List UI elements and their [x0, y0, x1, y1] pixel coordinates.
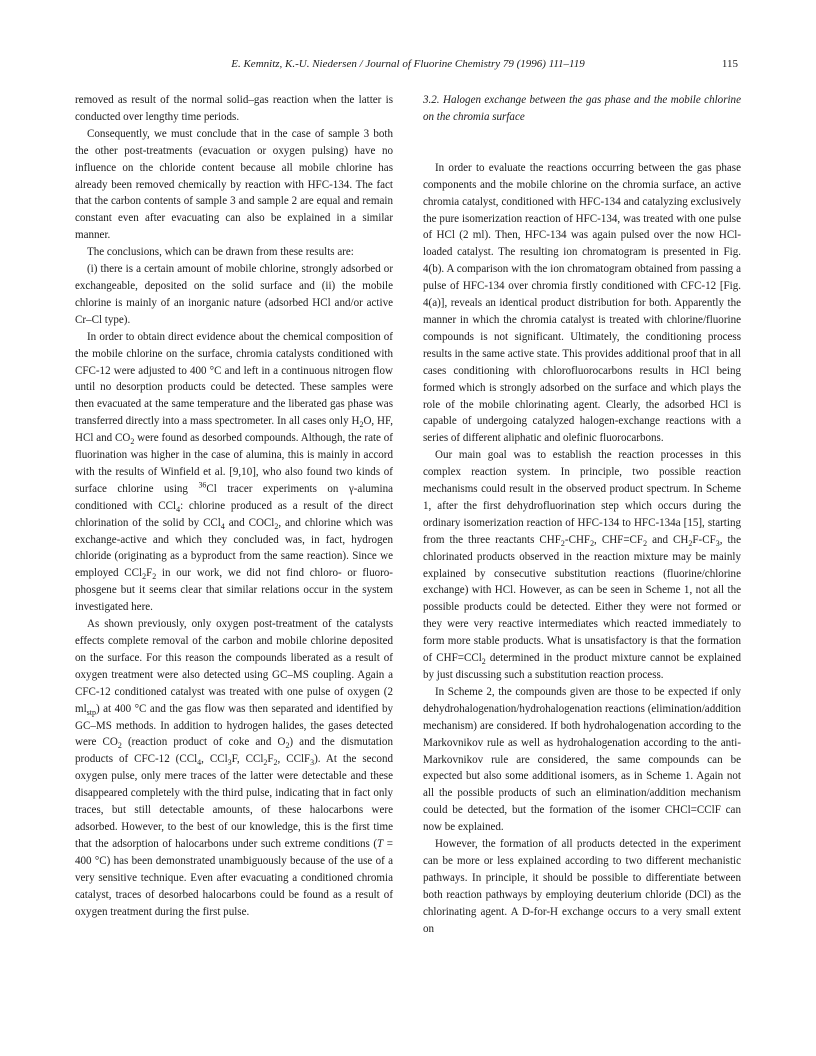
paragraph: The conclusions, which can be drawn from these results are: [87, 246, 354, 259]
paragraph: removed as result of the normal solid–gas reaction when the latter is conducted over lengthy time periods. [75, 94, 393, 123]
paragraph: In order to evaluate the reactions occurring between the gas phase components and the mobile chlorine on the chromia surface, an active chromia catalyst, conditioned with HFC-134 and catalyzing exclusively the pure isomerization reaction of HFC-134, was treated with one pulse of HCl (2 ml). Then, HFC-134 was again pulsed over the now HCl-loaded catalyst. The resulting ion chromatogram is presented in Fig. 4(b). A comparison with the ion chromatogram obtained from passing a pulse of HFC-134 over chromia firstly conditioned with CFC-12 [Fig. 4(a)], reveals an identical product distribution for both. Apparently the manner in which the chromia catalyst is treated with chlorine/fluorine compounds is not significant. Ultimately, the conditioning process results in the same active state. This provides additional proof that in all cases conditioning with chlorofluorocarbons results in HCl being formed which is strongly adsorbed on the surface and which plays the role of the mobile chlorinating agent. Clearly, the adsorbed HCl is capable of undergoing catalyzed halogen-exchange reactions with a series of different aliphatic and olefinic fluorocarbons. [423, 161, 741, 445]
paragraph: Consequently, we must conclude that in the case of sample 3 both the other post-treatments (evacuation or oxygen pulsing) have no influence on the chloride content because all mobile chlorine has already been removed chemically by reaction with HFC-134. The fact that the carbon contents of sample 3 and sample 2 are equal and remain constant even after evacuating can also be explained in a similar manner. [75, 127, 393, 242]
paragraph: Our main goal was to establish the reaction processes in this complex reaction system. In principle, two possible reaction mechanisms could result in the observed product spectrum. In Scheme 1, after the first dehydrofluorination step which occurs during the ordinary isomerization reaction of HFC-134 to HFC-134a [15], starting from the three reactants $CHF_2-CHF_2$, $CHF=CF_2$ and $CH_2F-CF_3$, the chlorinated products observed in the reaction mixture may be mainly explained by consecutive substitution reactions (fluorine/chlorine exchange) with HCl. However, as can be seen in Scheme 1, not all the possible products could be detected. Either they were not formed or they were very reactive intermediates which reacted immediately to form more stable products. What is unsatisfactory is that the formation of CHF=CCl$_2$ determined in the product mixture cannot be explained by just discussing such a substitution reaction process. [423, 449, 741, 681]
paragraph: In Scheme 2, the compounds given are those to be expected if only dehydrohalogenation/hydrohalogenation reactions (elimination/addition mechanism) are considered. If both hydrohalogenation according to the Markovnikov rule as well as hydrohalogenation according to the anti-Markovnikov rule are considered, the same compounds can be expected but also some additional isomers, as in Scheme 1. Again not all the possible products of such an elimination/addition mechanism could be detected, but the formation of the isomer CHCl=CClF can now be explained. [423, 685, 741, 834]
running-header [0, 54, 816, 74]
paragraph: In order to obtain direct evidence about the chemical composition of the mobile chlorine on the surface, chromia catalysts conditioned with CFC-12 were adjusted to 400 °C and left in a continuous nitrogen flow until no desorption products could be detected. These samples were then evacuated at the same temperature and the liberated gas phase was transferred directly into a mass spectrometer. In all cases only $H_2O$, HF, HCl and $CO_2$ were found as desorbed compounds. Although, the rate of fluorination was higher in the case of alumina, this is mainly in accord with the results of Winfield et al. [9,10], who also found two kinds of surface chlorine using $^{36}$Cl tracer experiments on γ-alumina conditioned with CCl$_4$: chlorine produced as a result of the direct chlorination of the solid by CCl$_4$ and COCl$_2$, and chlorine which was exchange-active and which they concluded was, in fact, hydrogen chloride (originating as a byproduct from the same reaction). Since we employed $CCl_2F_2$ in our work, we did not find chloro- or fluoro-phosgene but it seems clear that similar relations occur in the system investigated here. [75, 330, 394, 614]
paragraph: As shown previously, only oxygen post-treatment of the catalysts effects complete removal of the carbon and mobile chlorine deposited on the surface. For this reason the compounds liberated as a result of oxygen treatment were also detected using GC–MS coupling. Again a CFC-12 conditioned catalyst was treated with one pulse of oxygen (2 $ml_{stp}$) at 400 °C and the gas flow was then separated and identified by GC–MS methods. In addition to hydrogen halides, the gases detected were $CO_2$ (reaction product of coke and $O_2$) and the dismutation products of CFC-12 (CCl$_4$, CCl$_3$F, $CCl_2F_2$, CClF$_3$). At the second oxygen pulse, only mere traces of the latter were detectable and these disappeared completely with the third pulse, indicating that in fact only traces, but still detectable amounts, of these halocarbons were adsorbed. However, to the best of our knowledge, this is the first time that the adsorption of halocarbons under such extreme conditions (T = 400 °C) has been demonstrated unambiguously because of the use of a very sensitive technique. Even after evacuating a conditioned chromia catalyst, traces of desorbed halocarbons could be found as a result of oxygen treatment during the first pulse. [75, 618, 393, 918]
running-head: E. Kemnitz, K.-U. Niedersen / Journal of Fluorine Chemistry 79 (1996) 111–119 [231, 58, 585, 70]
right-column [423, 92, 741, 938]
left-column [75, 92, 393, 920]
conclusion-list: (i) there is a certain amount of mobile chlorine, strongly adsorbed or exchangeable, deposited on the solid surface and (ii) the mobile chlorine is mainly of an inorganic nature (adsorbed HCl and/or active Cr–Cl type). [75, 263, 393, 326]
paragraph: However, the formation of all products detected in the experiment can be more or less explained according to two different mechanistic pathways. In principle, it should be possible to differentiate between both reaction pathways by employing deuterium chloride (DCl) as the chlorinating agent. A D-for-H exchange occurs to a very small extent on [423, 838, 741, 935]
section-heading: 3.2. Halogen exchange between the gas phase and the mobile chlorine on the chromia surface [423, 94, 741, 123]
page-number: 115 [721, 58, 738, 70]
